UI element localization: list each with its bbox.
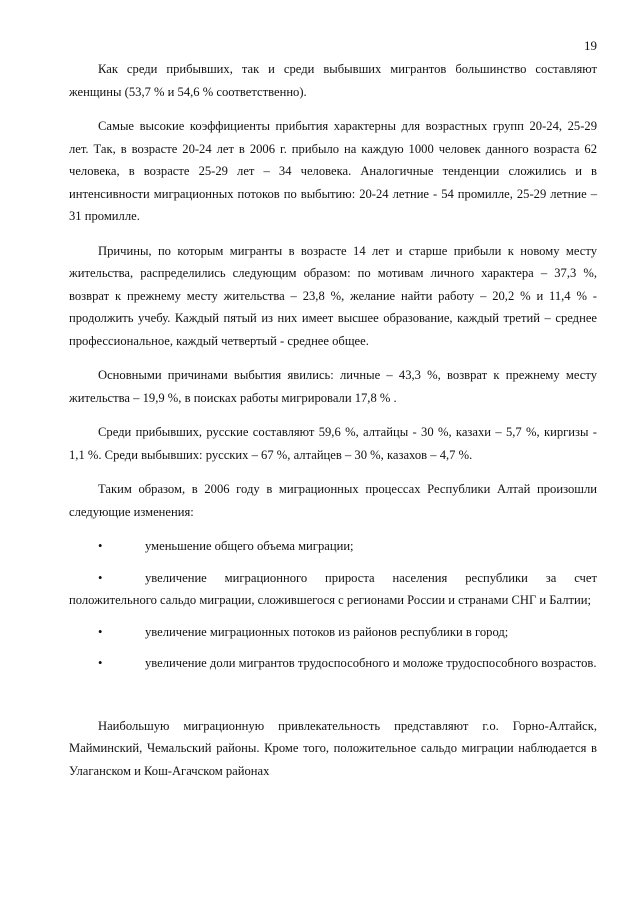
paragraph-departure-reasons: Основными причинами выбытия явились: личные – 43,3 %, возврат к прежнему месту жительства – 19,9 %, в поисках работы мигрировали 17,8 % . <box>69 368 597 405</box>
list-item-text: увеличение миграционного прироста населения республики за счет положительного сальдо миграции, сложившегося с регионами России и странами СНГ и Балтии; <box>69 570 597 607</box>
paragraph-changes-intro: Таким образом, в 2006 году в миграционных процессах Республики Алтай произошли следующие изменения: <box>69 482 597 519</box>
paragraph-attractive-districts: Наибольшую миграционную привлекательность представляют г.о. Горно-Алтайск, Майминский, Чемальский районы. Кроме того, положительное сальдо миграции наблюдается в Улаганском и Кош-Агачском районах <box>69 718 597 778</box>
page-number: 19 <box>584 38 597 53</box>
list-item-text: увеличение миграционных потоков из районов республики в город; <box>145 624 509 639</box>
list-item <box>69 621 597 644</box>
paragraph-arrival-reasons: Причины, по которым мигранты в возрасте 14 лет и старше прибыли к новому месту жительства, распределились следующим образом: по мотивам личного характера – 37,3 %, возврат к прежнему месту жительства – 23,8 %, желание найти работу – 20,2 % и 11,4 % - продолжить учебу. Каждый пятый из них имеет высшее образование, каждый третий – среднее профессиональное, каждый четвертый - среднее общее. <box>69 243 597 348</box>
bullet-icon <box>98 535 145 558</box>
list-item <box>69 535 597 558</box>
paragraph-gender: Как среди прибывших, так и среди выбывших мигрантов большинство составляют женщины (53,7 % и 54,6 % соответственно). <box>69 62 597 99</box>
bullet-icon <box>98 621 145 644</box>
list-item-text: уменьшение общего объема миграции; <box>145 539 354 553</box>
paragraph-ethnicity: Среди прибывших, русские составляют 59,6 %, алтайцы - 30 %, казахи – 5,7 %, киргизы - 1,1 %. Среди выбывших: русских – 67 %, алтайцев – 30 %, казахов – 4,7 %. <box>69 425 597 462</box>
paragraph-age-coefficients: Самые высокие коэффициенты прибытия характерны для возрастных групп 20-24, 25-29 лет. Так, в возрасте 20-24 лет в 2006 г. прибыло на каждую 1000 человек данного возраста 62 человека, в возрасте 25-29 лет – 34 человека. Аналогичные тенденции сложились и в интенсивности миграционных потоков по выбытию: 20-24 летние - 54 промилле, 25-29 летние – 31 промилле. <box>69 119 597 223</box>
spacer <box>69 684 597 715</box>
list-item-text: увеличение доли мигрантов трудоспособного и моложе трудоспособного возрастов. <box>145 656 597 670</box>
changes-list <box>69 535 597 675</box>
document-body <box>69 58 597 782</box>
bullet-icon <box>98 567 145 590</box>
list-item <box>69 652 597 675</box>
list-item <box>69 567 597 612</box>
bullet-icon <box>98 652 145 675</box>
